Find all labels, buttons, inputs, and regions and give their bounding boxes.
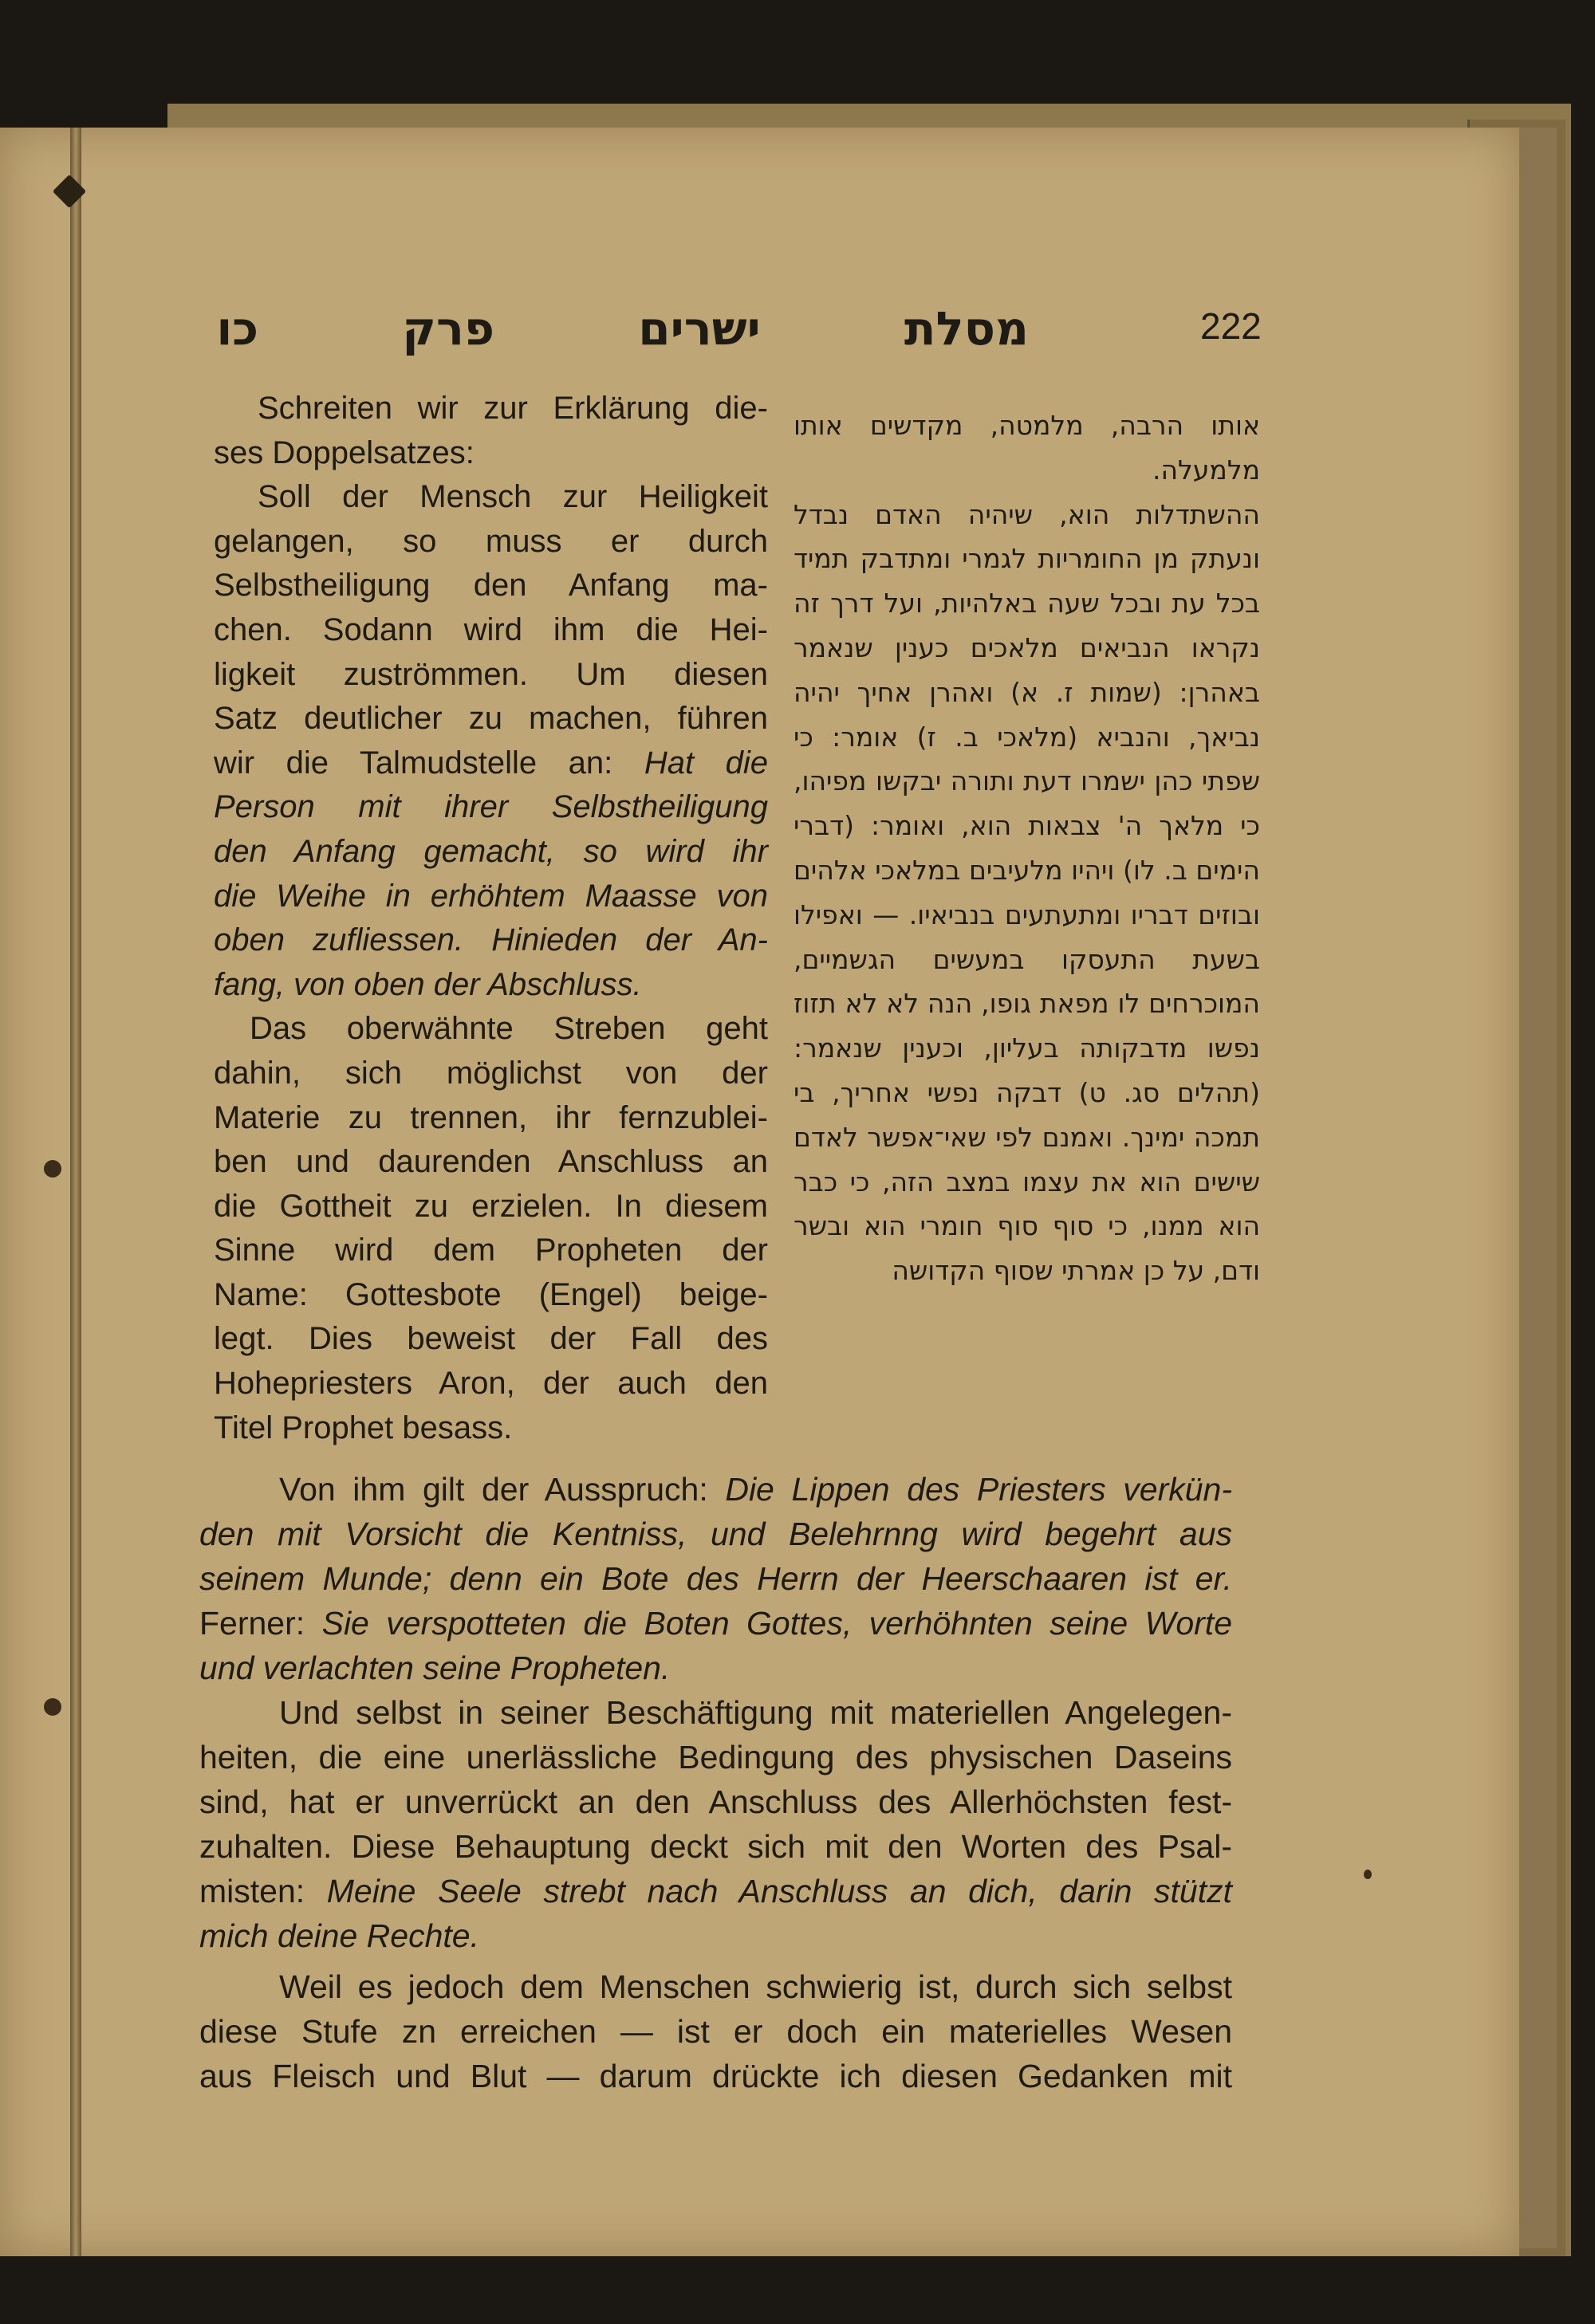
text-line: Sinne wird dem Propheten der — [214, 1233, 768, 1268]
text-line: Materie zu trennen, ihr fernzublei- — [214, 1099, 768, 1135]
text-line: ligkeit zuströmmen. Um diesen — [214, 656, 768, 692]
text-line: ses Doppelsatzes: — [214, 435, 475, 470]
text-line — [199, 1601, 1232, 1646]
text-line: Soll der Mensch zur Heiligkeit — [258, 479, 768, 515]
quote-line: oben zufliessen. Hinieden der An- — [214, 922, 768, 958]
ink-spot — [1364, 1870, 1372, 1879]
text-line: Selbstheiligung den Anfang ma- — [214, 568, 768, 604]
quote-line: den mit Vorsicht die Kentniss, und Belehrnng wird begehrt aus — [199, 1516, 1232, 1552]
text-line: Name: Gottesbote (Engel) beige- — [214, 1276, 768, 1312]
text-line: Satz deutlicher zu machen, führen — [214, 701, 768, 737]
text-line: Titel Prophet besass. — [214, 1410, 513, 1445]
quote-segment: Meine Seele strebt nach Anschluss an dich, darin stützt — [326, 1873, 1232, 1909]
quote-line: die Weihe in erhöhtem Maasse von — [214, 878, 768, 914]
hebrew-running-header: מסלת ישרים פרק כו — [216, 301, 1029, 356]
text-line: chen. Sodann wird ihm die Hei- — [214, 611, 768, 647]
text-line: ben und daurenden Anschluss an — [214, 1144, 768, 1180]
text-segment: wir die Talmudstelle an: — [214, 745, 613, 781]
full-width-text — [199, 1467, 1232, 2121]
hebrew-paragraph: ההשתדלות הוא, שיהיה האדם נבדל ונעתק מן החומריות לגמרי ומתדבק תמיד בכל עת ובכל שעה באלהיות, ועל דרך זה נקראו הנביאים מלאכים כענין שנאמר באהרן: (שמות ז. א) ואהרן אחיך יהיה נביאך, והנביא (מלאכי ב. ז) אומר: כי שפתי כהן ישמרו דעת ותורה יבקשו מפיהו, כי מלאך ה' צבאות הוא, ואומר: (דברי הימים ב. לו) ויהיו מלעיבים במלאכי אלהים ובוזים דבריו ומתעתעים בנביאיו. — ואפילו בשעת התעסקו במעשים הגשמיים, המוכרחים לו מפאת גופו, הנה לא לא תזוז נפשו מדבקותה בעליון, וכענין שנאמר: (תהלים סג. ט) דבקה נפשי אחריך, בי תמכה ימינך. ואמנם לפי שאי־אפשר לאדם שישים הוא את עצמו במצב הזה, כי כבר הוא ממנו, כי סוף סוף חומרי הוא ובשר ודם, על כן אמרתי שסוף הקדושה — [794, 498, 1260, 1287]
text-line — [214, 741, 768, 786]
quote-segment: Sie verspotteten die Boten Gottes, verhöhnten seine Worte — [321, 1605, 1232, 1642]
quote-line: seinem Munde; denn ein Bote des Herrn der Heerschaaren ist er. — [199, 1560, 1232, 1597]
text-line: Das oberwähnte Streben geht — [250, 1011, 768, 1047]
text-line: Schreiten wir zur Erklärung die- — [258, 391, 768, 426]
german-text-column — [214, 387, 768, 1455]
binding-clip-middle — [44, 1160, 61, 1178]
text-line: aus Fleisch und Blut — darum drückte ich diesen Gedanken mit — [199, 2058, 1232, 2094]
text-line: legt. Dies beweist der Fall des — [214, 1321, 768, 1357]
text-line: diese Stufe zn erreichen — ist er doch ein materielles Wesen — [199, 2013, 1232, 2050]
quote-line: und verlachten seine Propheten. — [199, 1650, 671, 1686]
page-number: 222 — [1200, 305, 1262, 347]
hebrew-text-column — [794, 403, 1260, 1440]
binding-clip-lower — [44, 1698, 61, 1716]
text-segment: Von ihm gilt der Ausspruch: — [279, 1471, 708, 1508]
text-line: dahin, sich möglichst von der — [214, 1055, 768, 1091]
text-line: sind, hat er unverrückt an den Anschluss des Allerhöchsten fest- — [199, 1783, 1232, 1820]
text-segment: misten: — [199, 1873, 305, 1909]
text-segment: Ferner: — [199, 1605, 305, 1642]
quote-line: den Anfang gemacht, so wird ihr — [214, 833, 768, 869]
book-spine — [70, 128, 81, 2256]
text-line: Hohepriesters Aron, der auch den — [214, 1366, 768, 1402]
text-line: zuhalten. Diese Behauptung deckt sich mit den Worten des Psal- — [199, 1828, 1232, 1865]
quote-line: mich deine Rechte. — [199, 1917, 479, 1954]
quote-line: fang, von oben der Abschluss. — [214, 966, 642, 1002]
hebrew-paragraph: אותו הרבה, מלמטה, מקדשים אותו מלמעלה. — [794, 410, 1260, 486]
quote-line: Person mit ihrer Selbstheiligung — [214, 789, 768, 825]
text-line: Und selbst in seiner Beschäftigung mit materiellen Angelegen- — [279, 1694, 1232, 1731]
text-line: gelangen, so muss er durch — [214, 523, 768, 559]
text-line: Weil es jedoch dem Menschen schwierig ist, durch sich selbst — [279, 1968, 1232, 2005]
quote-segment: Die Lippen des Priesters verkün- — [725, 1471, 1233, 1508]
quote-segment: Hat die — [644, 745, 768, 781]
text-line — [199, 1869, 1232, 1913]
text-line: heiten, die eine unerlässliche Bedingung des physischen Daseins — [199, 1739, 1232, 1775]
text-line: die Gottheit zu erzielen. In diesem — [214, 1188, 768, 1224]
text-line — [199, 1467, 1232, 1512]
